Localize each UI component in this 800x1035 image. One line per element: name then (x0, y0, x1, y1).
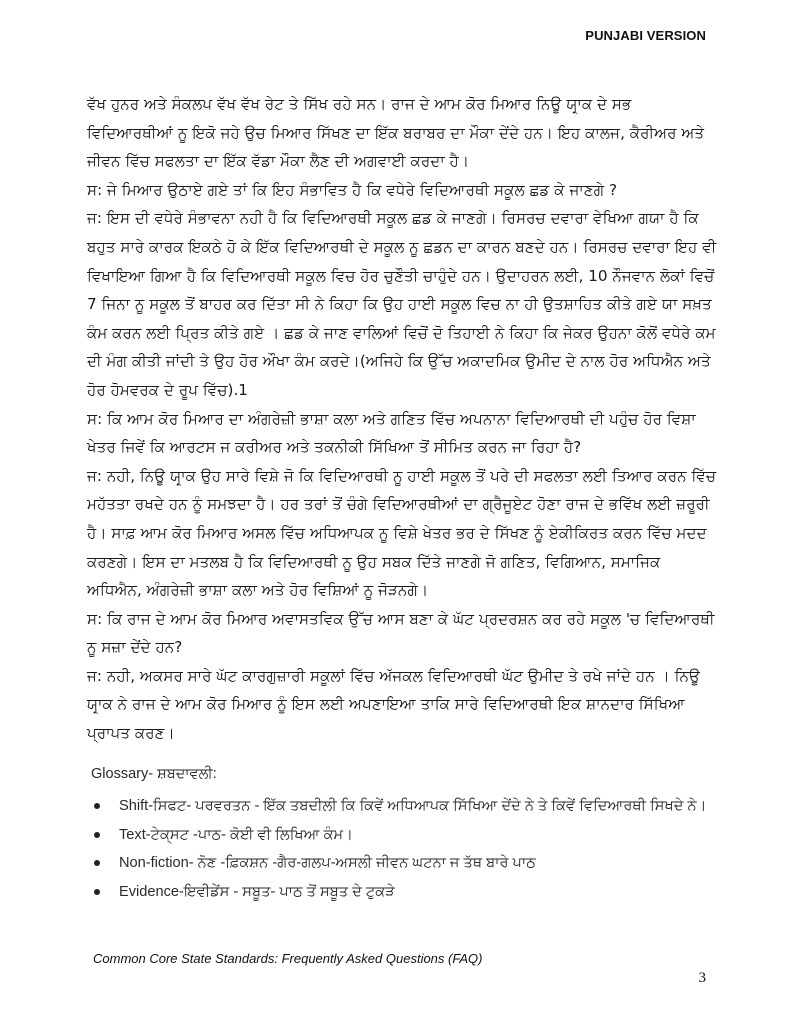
bullet-icon (94, 803, 100, 809)
document-footer: Common Core State Standards: Frequently Asked Questions (FAQ) (93, 951, 483, 966)
paragraph-intro: ਵੱਖ ਹੁਨਰ ਅਤੇ ਸੰਕਲਪ ਵੱਖ ਵੱਖ ਰੇਟ ਤੇ ਸਿੱਖ ਰਹੇ ਸਨ। ਰਾਜ ਦੇ ਆਮ ਕੋਰ ਮਿਆਰ ਨਿਊ ਯਾਰ੍ਕ ਦੇ ਸਭ ਵਿਦਿਆਰਥੀਆਂ ਨੂ ਇਕੋ ਜਹੇ ਉਚ ਮਿਆਰ ਸਿੱਖਣ ਦਾ ਇੱਕ ਬਰਾਬਰ ਦਾ ਮੌਕਾ ਦੇਂਦੇ ਹਨ। ਇਹ ਕਾਲਜ, ਕੈਰੀਅਰ ਅਤੇ ਜੀਵਨ ਵਿੱਚ ਸਫਲਤਾ ਦਾ ਇੱਕ ਵੱਡਾ ਮੌਕਾ ਲੈਣ ਦੀ ਅਗਵਾਈ ਕਰਦਾ ਹੈ। (87, 95, 705, 171)
document-version-label: PUNJABI VERSION (585, 28, 706, 43)
faq-question-3: ਸ: ਕਿ ਰਾਜ ਦੇ ਆਮ ਕੋਰ ਮਿਆਰ ਅਵਾਸਤਵਿਕ ਉੱਚ ਆਸ ਬਣਾ ਕੇ ਘੱਟ ਪ੍ਰਦਰਸ਼ਨ ਕਰ ਰਹੇ ਸਕੂਲ 'ਚ ਵਿਦਿਆਰਥੀ ਨੂ ਸਜ਼ਾ ਦੇਂਦੇ ਹਨ? (87, 609, 715, 657)
glossary-item-text: Evidence-ਇਵੀਡੇਂਸ - ਸਬੂਤ- ਪਾਠ ਤੋਂ ਸਬੂਤ ਦੇ ਟੁਕੜੇ (119, 883, 395, 900)
bullet-icon (94, 832, 100, 838)
glossary-title: Glossary- ਸ਼ਬਦਾਵਲੀ: (91, 766, 217, 782)
bullet-icon (94, 860, 100, 866)
document-body (87, 90, 717, 748)
page-number: 3 (698, 970, 706, 986)
glossary-list (91, 792, 721, 906)
glossary-item-text: Text-ਟੇਕ੍ਸਟ -ਪਾਠ- ਕੋਈ ਵੀ ਲਿਖਿਆ ਕੰਮ। (119, 826, 353, 843)
bullet-icon (94, 889, 100, 895)
faq-answer-1: ਜ: ਇਸ ਦੀ ਵਧੇਰੇ ਸੰਭਾਵਨਾ ਨਹੀ ਹੈ ਕਿ ਵਿਦਿਆਰਥੀ ਸਕੂਲ ਛਡ ਕੇ ਜਾਣਗੇ। ਰਿਸਰਚ ਦਵਾਰਾ ਵੇਖਿਆ ਗਯਾ ਹੈ ਕਿ ਬਹੁਤ ਸਾਰੇ ਕਾਰਕ ਇਕਠੇ ਹੋ ਕੇ ਇੱਕ ਵਿਦਿਆਰਥੀ ਦੇ ਸਕੂਲ ਨੂ ਛਡਨ ਦਾ ਕਾਰਨ ਬਣਦੇ ਹਨ। ਰਿਸਰਚ ਦਵਾਰਾ ਇਹ ਵੀ ਵਿਖਾਇਆ ਗਿਆ ਹੈ ਕਿ ਵਿਦਿਆਰਥੀ ਸਕੂਲ ਵਿਚ ਹੋਰ ਚੁਣੌਤੀ ਚਾਹੁੰਦੇ ਹਨ। ਉਦਾਹਰਨ ਲਈ, 10 ਨੌਜਵਾਨ ਲੋਕਾਂ ਵਿਚੋਂ 7 ਜਿਨਾ ਨੂ ਸਕੂਲ ਤੋਂ ਬਾਹਰ ਕਰ ਦਿੱਤਾ ਸੀ ਨੇ ਕਿਹਾ ਕਿ ਉਹ ਹਾਈ ਸਕੂਲ ਵਿਚ ਨਾ ਹੀ ਉਤਸ਼ਾਹਿਤ ਕੀਤੇ ਗਏ ਯਾ ਸਖ਼ਤ ਕੰਮ ਕਰਨ ਲਈ ਪ੍ਰਿਤ ਕੀਤੇ ਗਏ । ਛਡ ਕੇ ਜਾਣ ਵਾਲਿਆਂ ਵਿਚੋਂ ਦੋ ਤਿਹਾਈ ਨੇ ਕਿਹਾ ਕਿ ਜੇਕਰ ਉਹਨਾ ਕੋਲੋਂ ਵਧੇਰੇ ਕਮ ਦੀ ਮੰਗ ਕੀਤੀ ਜਾਂਦੀ ਤੇ ਉਹ ਹੋਰ ਔਖਾ ਕੰਮ ਕਰਦੇ।(ਅਜਿਹੇ ਕਿ ਉੱਚ ਅਕਾਦਮਿਕ ਉਮੀਦ ਦੇ ਨਾਲ ਹੋਰ ਅਧਿਐਨ ਅਤੇ ਹੋਰ ਹੋਮਵਰਕ ਦੇ ਰੂਪ ਵਿੱਚ).1 (87, 209, 717, 399)
glossary-section (91, 764, 721, 906)
glossary-item (91, 821, 721, 850)
faq-answer-3: ਜ: ਨਹੀ, ਅਕਸਰ ਸਾਰੇ ਘੱਟ ਕਾਰਗੁਜ਼ਾਰੀ ਸਕੂਲਾਂ ਵਿੱਚ ਅੱਜਕਲ ਵਿਦਿਆਰਥੀ ਘੱਟ ਉਮੀਦ ਤੇ ਰਖੇ ਜਾਂਦੇ ਹਨ । ਨਿਊ ਯਾਰ੍ਕ ਨੇ ਰਾਜ ਦੇ ਆਮ ਕੋਰ ਮਿਆਰ ਨੂੰ ਇਸ ਲਈ ਅਪਣਾਇਆ ਤਾਕਿ ਸਾਰੇ ਵਿਦਿਆਰਥੀ ਇਕ ਸ਼ਾਨਦਾਰ ਸਿੱਖਿਆ ਪ੍ਰਾਪਤ ਕਰਣ। (87, 666, 700, 743)
faq-answer-2: ਜ: ਨਹੀ, ਨਿਊ ਯਾਰ੍ਕ ਉਹ ਸਾਰੇ ਵਿਸ਼ੇ ਜੋ ਕਿ ਵਿਦਿਆਰਥੀ ਨੂ ਹਾਈ ਸਕੂਲ ਤੋਂ ਪਰੇ ਦੀ ਸਫਲਤਾ ਲਈ ਤਿਆਰ ਕਰਨ ਵਿੱਚ ਮਹੱਤਤਾ ਰਖਦੇ ਹਨ ਨੂੰ ਸਮਝਦਾ ਹੈ। ਹਰ ਤਰਾਂ ਤੋਂ ਚੰਗੇ ਵਿਦਿਆਰਥੀਆਂ ਦਾ ਗ੍ਰੈਜੂਏਟ ਹੋਣਾ ਰਾਜ ਦੇ ਭਵਿੱਖ ਲਈ ਜ਼ਰੂਰੀ ਹੈ। ਸਾਫ਼ ਆਮ ਕੋਰ ਮਿਆਰ ਅਸਲ ਵਿੱਚ ਅਧਿਆਪਕ ਨੂ ਵਿਸ਼ੇ ਖੇਤਰ ਭਰ ਦੇ ਸਿੱਖਣ ਨੂੰ ਏਕੀਕਿਰਤ ਕਰਨ ਵਿੱਚ ਮਦਦ ਕਰਣਗੇ। ਇਸ ਦਾ ਮਤਲਬ ਹੈ ਕਿ ਵਿਦਿਆਰਥੀ ਨੂ ਉਹ ਸਬਕ ਦਿੱਤੇ ਜਾਣਗੇ ਜੋ ਗਣਿਤ, ਵਿਗਿਆਨ, ਸਮਾਜਿਕ ਅਧਿਐਨ, ਅੰਗਰੇਜ਼ੀ ਭਾਸ਼ਾ ਕਲਾ ਅਤੇ ਹੋਰ ਵਿਸ਼ਿਆਂ ਨੂ ਜੋੜਨਗੇ। (87, 466, 717, 600)
glossary-item (91, 878, 721, 907)
glossary-item (91, 849, 721, 878)
glossary-item-text: Shift-ਸਿਫਟ- ਪਰਵਰਤਨ - ਇੱਕ ਤਬਦੀਲੀ ਕਿ ਕਿਵੇਂ ਅਧਿਆਪਕ ਸਿੱਖਿਆ ਦੇਂਦੇ ਨੇ ਤੇ ਕਿਵੇਂ ਵਿਦਿਆਰਥੀ ਸਿਖਦੇ ਨੇ। (119, 798, 707, 814)
glossary-item (91, 792, 721, 821)
faq-question-1: ਸ: ਜੇ ਮਿਆਰ ਉਠਾਏ ਗਏ ਤਾਂ ਕਿ ਇਹ ਸੰਭਾਵਿਤ ਹੈ ਕਿ ਵਧੇਰੇ ਵਿਦਿਆਰਥੀ ਸਕੂਲ ਛਡ ਕੇ ਜਾਣਗੇ ? (87, 180, 618, 199)
glossary-item-text: Non-fiction- ਨੋਣ -ਫ਼ਿਕਸ਼ਨ -ਗੈਰ-ਗਲਪ-ਅਸਲੀ ਜੀਵਨ ਘਟਨਾ ਜ ਤੱਥ ਬਾਰੇ ਪਾਠ (119, 855, 536, 871)
faq-question-2: ਸ: ਕਿ ਆਮ ਕੋਰ ਮਿਆਰ ਦਾ ਅੰਗਰੇਜ਼ੀ ਭਾਸ਼ਾ ਕਲਾ ਅਤੇ ਗਣਿਤ ਵਿੱਚ ਅਪਨਾਨਾ ਵਿਦਿਆਰਥੀ ਦੀ ਪਹੁੰਚ ਹੋਰ ਵਿਸ਼ਾ ਖੇਤਰ ਜਿਵੇਂ ਕਿ ਆਰਟਸ ਜ ਕਰੀਅਰ ਅਤੇ ਤਕਨੀਕੀ ਸਿੱਖਿਆ ਤੋਂ ਸੀਮਿਤ ਕਰਨ ਜਾ ਰਿਹਾ ਹੈ? (87, 409, 696, 457)
